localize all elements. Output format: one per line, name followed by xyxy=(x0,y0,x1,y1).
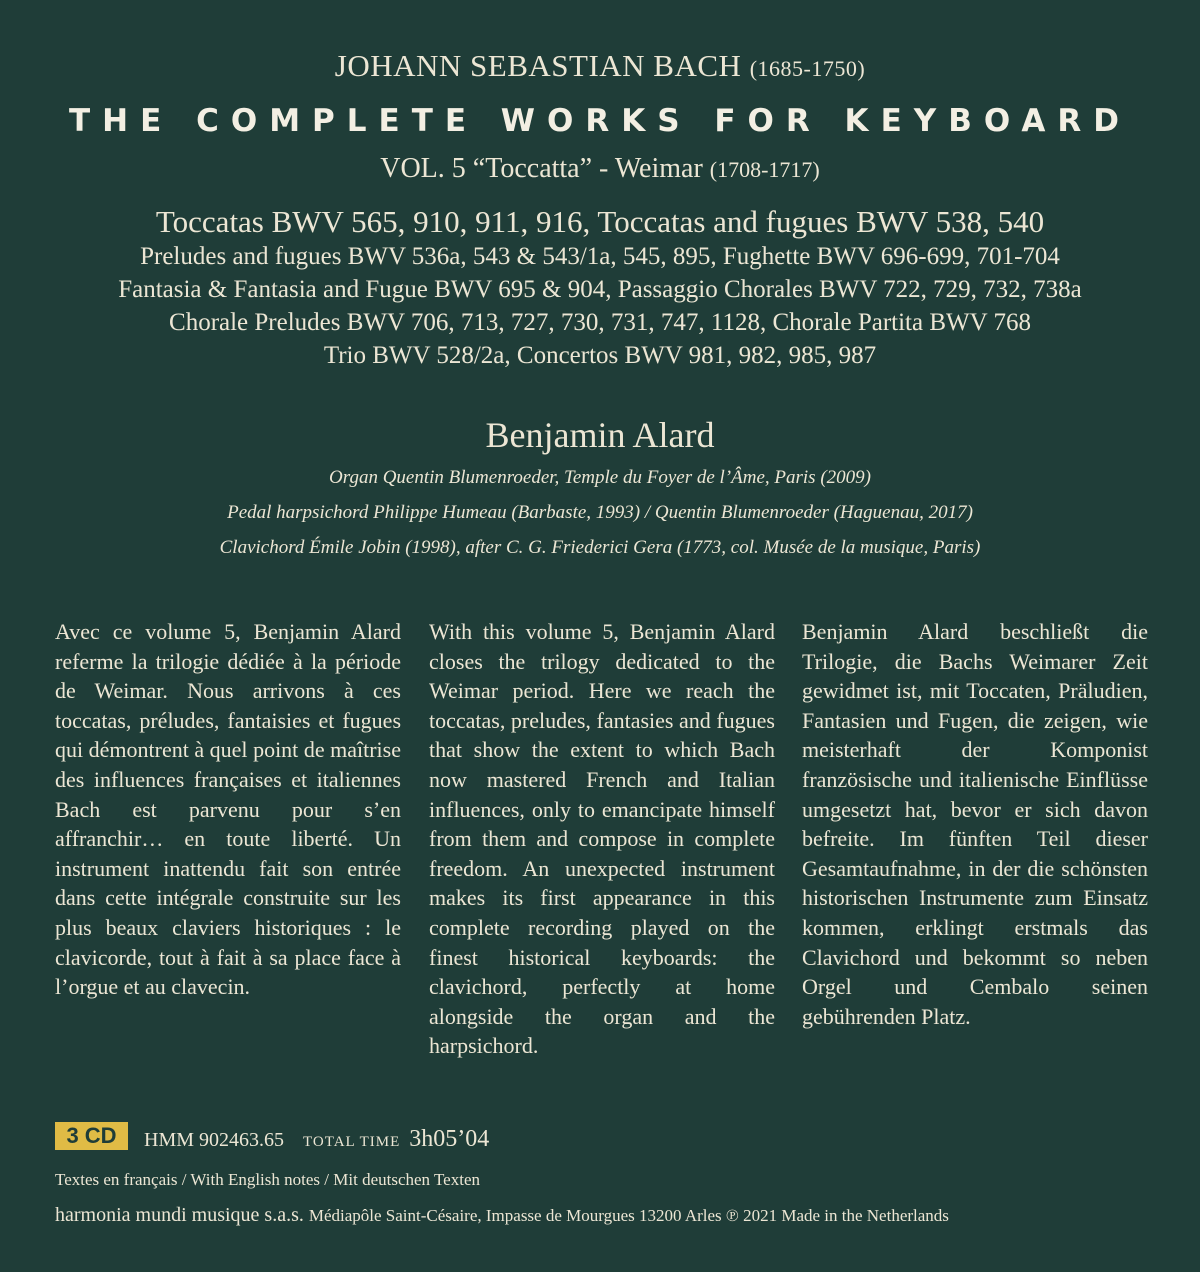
catalog-number: HMM 902463.65 xyxy=(144,1129,285,1151)
cd-count-badge: 3 CD xyxy=(55,1122,128,1150)
album-title: THE COMPLETE WORKS FOR KEYBOARD xyxy=(69,103,1131,139)
instrument-credit: Clavichord Émile Jobin (1998), after C. G. Friederici Gera (1773, col. Musée de la musique, Paris) xyxy=(219,537,981,558)
catalog-line xyxy=(144,1126,489,1153)
notes-german: Benjamin Alard beschließt die Trilogie, die Bachs Weimarer Zeit gewidmet ist, mit Toccaten, Präludien, Fantasien und Fugen, die zeigen, wie meisterhaft der Komponist französische und italienische Einflüsse umgesetzt hat, bevor er sich davon befreite. Im fünften Teil dieser Gesamtaufnahme, in der die schönsten historischen Instrumente zum Einsatz kommen, erklingt erstmals das Clavichord und bekommt so neben Orgel und Cembalo seinen gebührenden Platz. xyxy=(802,619,1148,1029)
volume-title: VOL. 5 “Toccatta” - Weimar xyxy=(380,153,703,184)
notes-english: With this volume 5, Benjamin Alard closes the trilogy dedicated to the Weimar period. Here we reach the toccatas, preludes, fantasies and fugues that show the extent to which Bach now mastered French and Italian influences, only to emancipate himself from them and compose in complete freedom. An unexpected instrument makes its first appearance in this complete recording played on the finest historical keyboards: the clavichord, perfectly at home alongside the organ and the harpsichord. xyxy=(429,619,775,1059)
total-time: 3h05’04 xyxy=(409,1126,490,1152)
notes-french: Avec ce volume 5, Benjamin Alard referme la trilogie dédiée à la période de Weimar. Nous arrivons à ces toccatas, préludes, fantaisies et fugues qui démontrent à quel point de maîtrise des influences françaises et italiennes Bach est parvenu pour s’en affranchir… en toute liberté. Un instrument inattendu fait son entrée dans cette intégrale construite sur les plus beaux claviers historiques : le clavicorde, tout à fait à sa place face à l’orgue et au clavecin. xyxy=(55,619,401,1000)
works-line: Fantasia & Fantasia and Fugue BWV 695 & 904, Passaggio Chorales BWV 722, 729, 732, 738a xyxy=(118,276,1082,303)
language-note: Textes en français / With English notes / Mit deutschen Texten xyxy=(55,1170,480,1189)
label-name: harmonia mundi musique s.a.s. xyxy=(55,1204,304,1226)
works-line: Chorale Preludes BWV 706, 713, 727, 730, 731, 747, 1128, Chorale Partita BWV 768 xyxy=(169,309,1031,336)
instrument-credit: Pedal harpsichord Philippe Humeau (Barbaste, 1993) / Quentin Blumenroeder (Haguenau, 2017) xyxy=(227,502,973,523)
works-line: Trio BWV 528/2a, Concertos BWV 981, 982, 985, 987 xyxy=(323,342,877,369)
instrument-credit: Organ Quentin Blumenroeder, Temple du Foyer de l’Âme, Paris (2009) xyxy=(329,467,871,488)
total-time-label: TOTAL TIME xyxy=(303,1134,401,1150)
performer-name: Benjamin Alard xyxy=(485,415,715,455)
label-line xyxy=(55,1204,949,1227)
label-address: Médiapôle Saint-Césaire, Impasse de Mourgues 13200 Arles ℗ 2021 Made in the Netherlands xyxy=(308,1206,949,1225)
volume-dates: (1708-1717) xyxy=(709,157,820,182)
composer-name: JOHANN SEBASTIAN BACH xyxy=(334,48,742,83)
works-main: Toccatas BWV 565, 910, 911, 916, Toccatas and fugues BWV 538, 540 xyxy=(155,204,1045,239)
composer-line xyxy=(0,48,1200,84)
works-line: Preludes and fugues BWV 536a, 543 & 543/1a, 545, 895, Fughette BWV 696-699, 701-704 xyxy=(140,243,1060,270)
composer-dates: (1685-1750) xyxy=(749,56,866,81)
volume-line xyxy=(0,153,1200,185)
